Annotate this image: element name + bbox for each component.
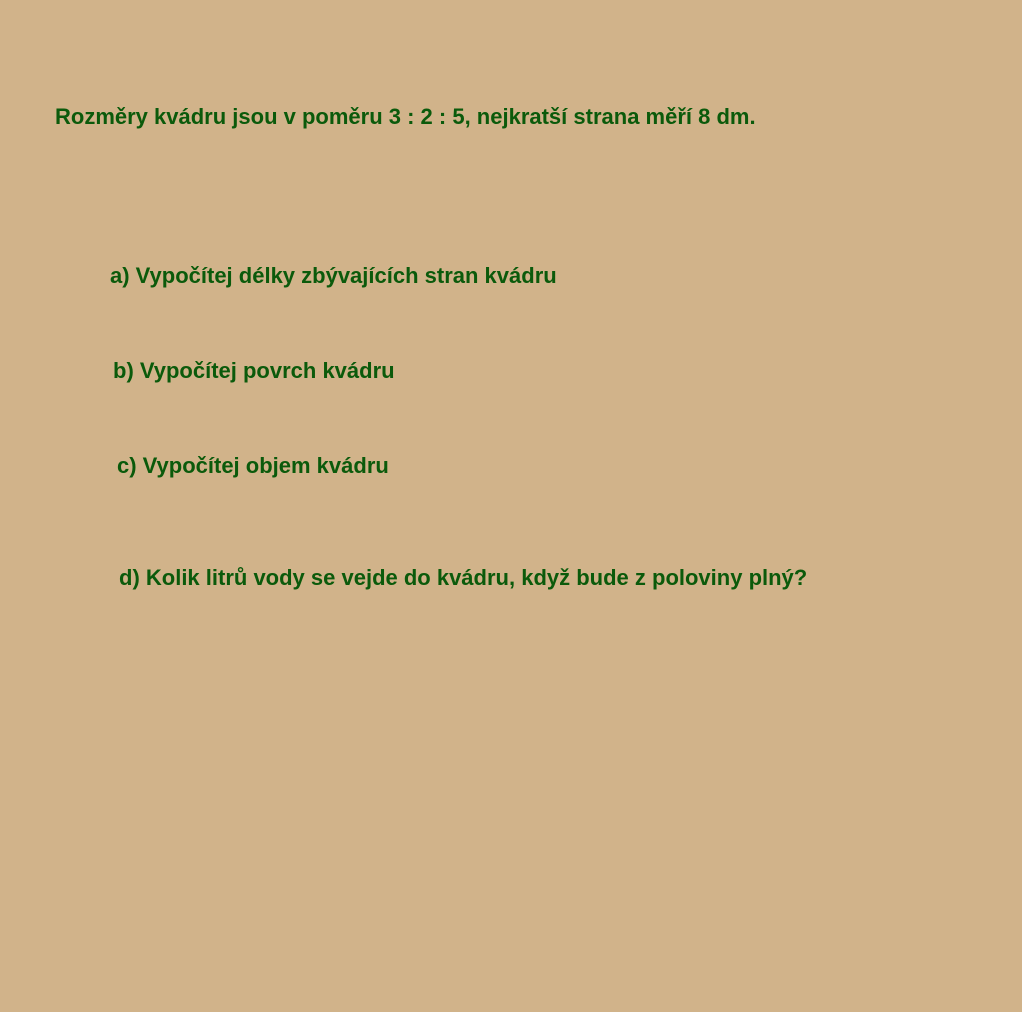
task-d: d) Kolik litrů vody se vejde do kvádru, když bude z poloviny plný? [119, 565, 808, 590]
task-a: a) Vypočítej délky zbývajících stran kvádru [110, 263, 557, 288]
problem-statement: Rozměry kvádru jsou v poměru 3 : 2 : 5, nejkratší strana měří 8 dm. [55, 104, 756, 129]
task-c: c) Vypočítej objem kvádru [117, 453, 389, 478]
task-b: b) Vypočítej povrch kvádru [113, 358, 395, 383]
